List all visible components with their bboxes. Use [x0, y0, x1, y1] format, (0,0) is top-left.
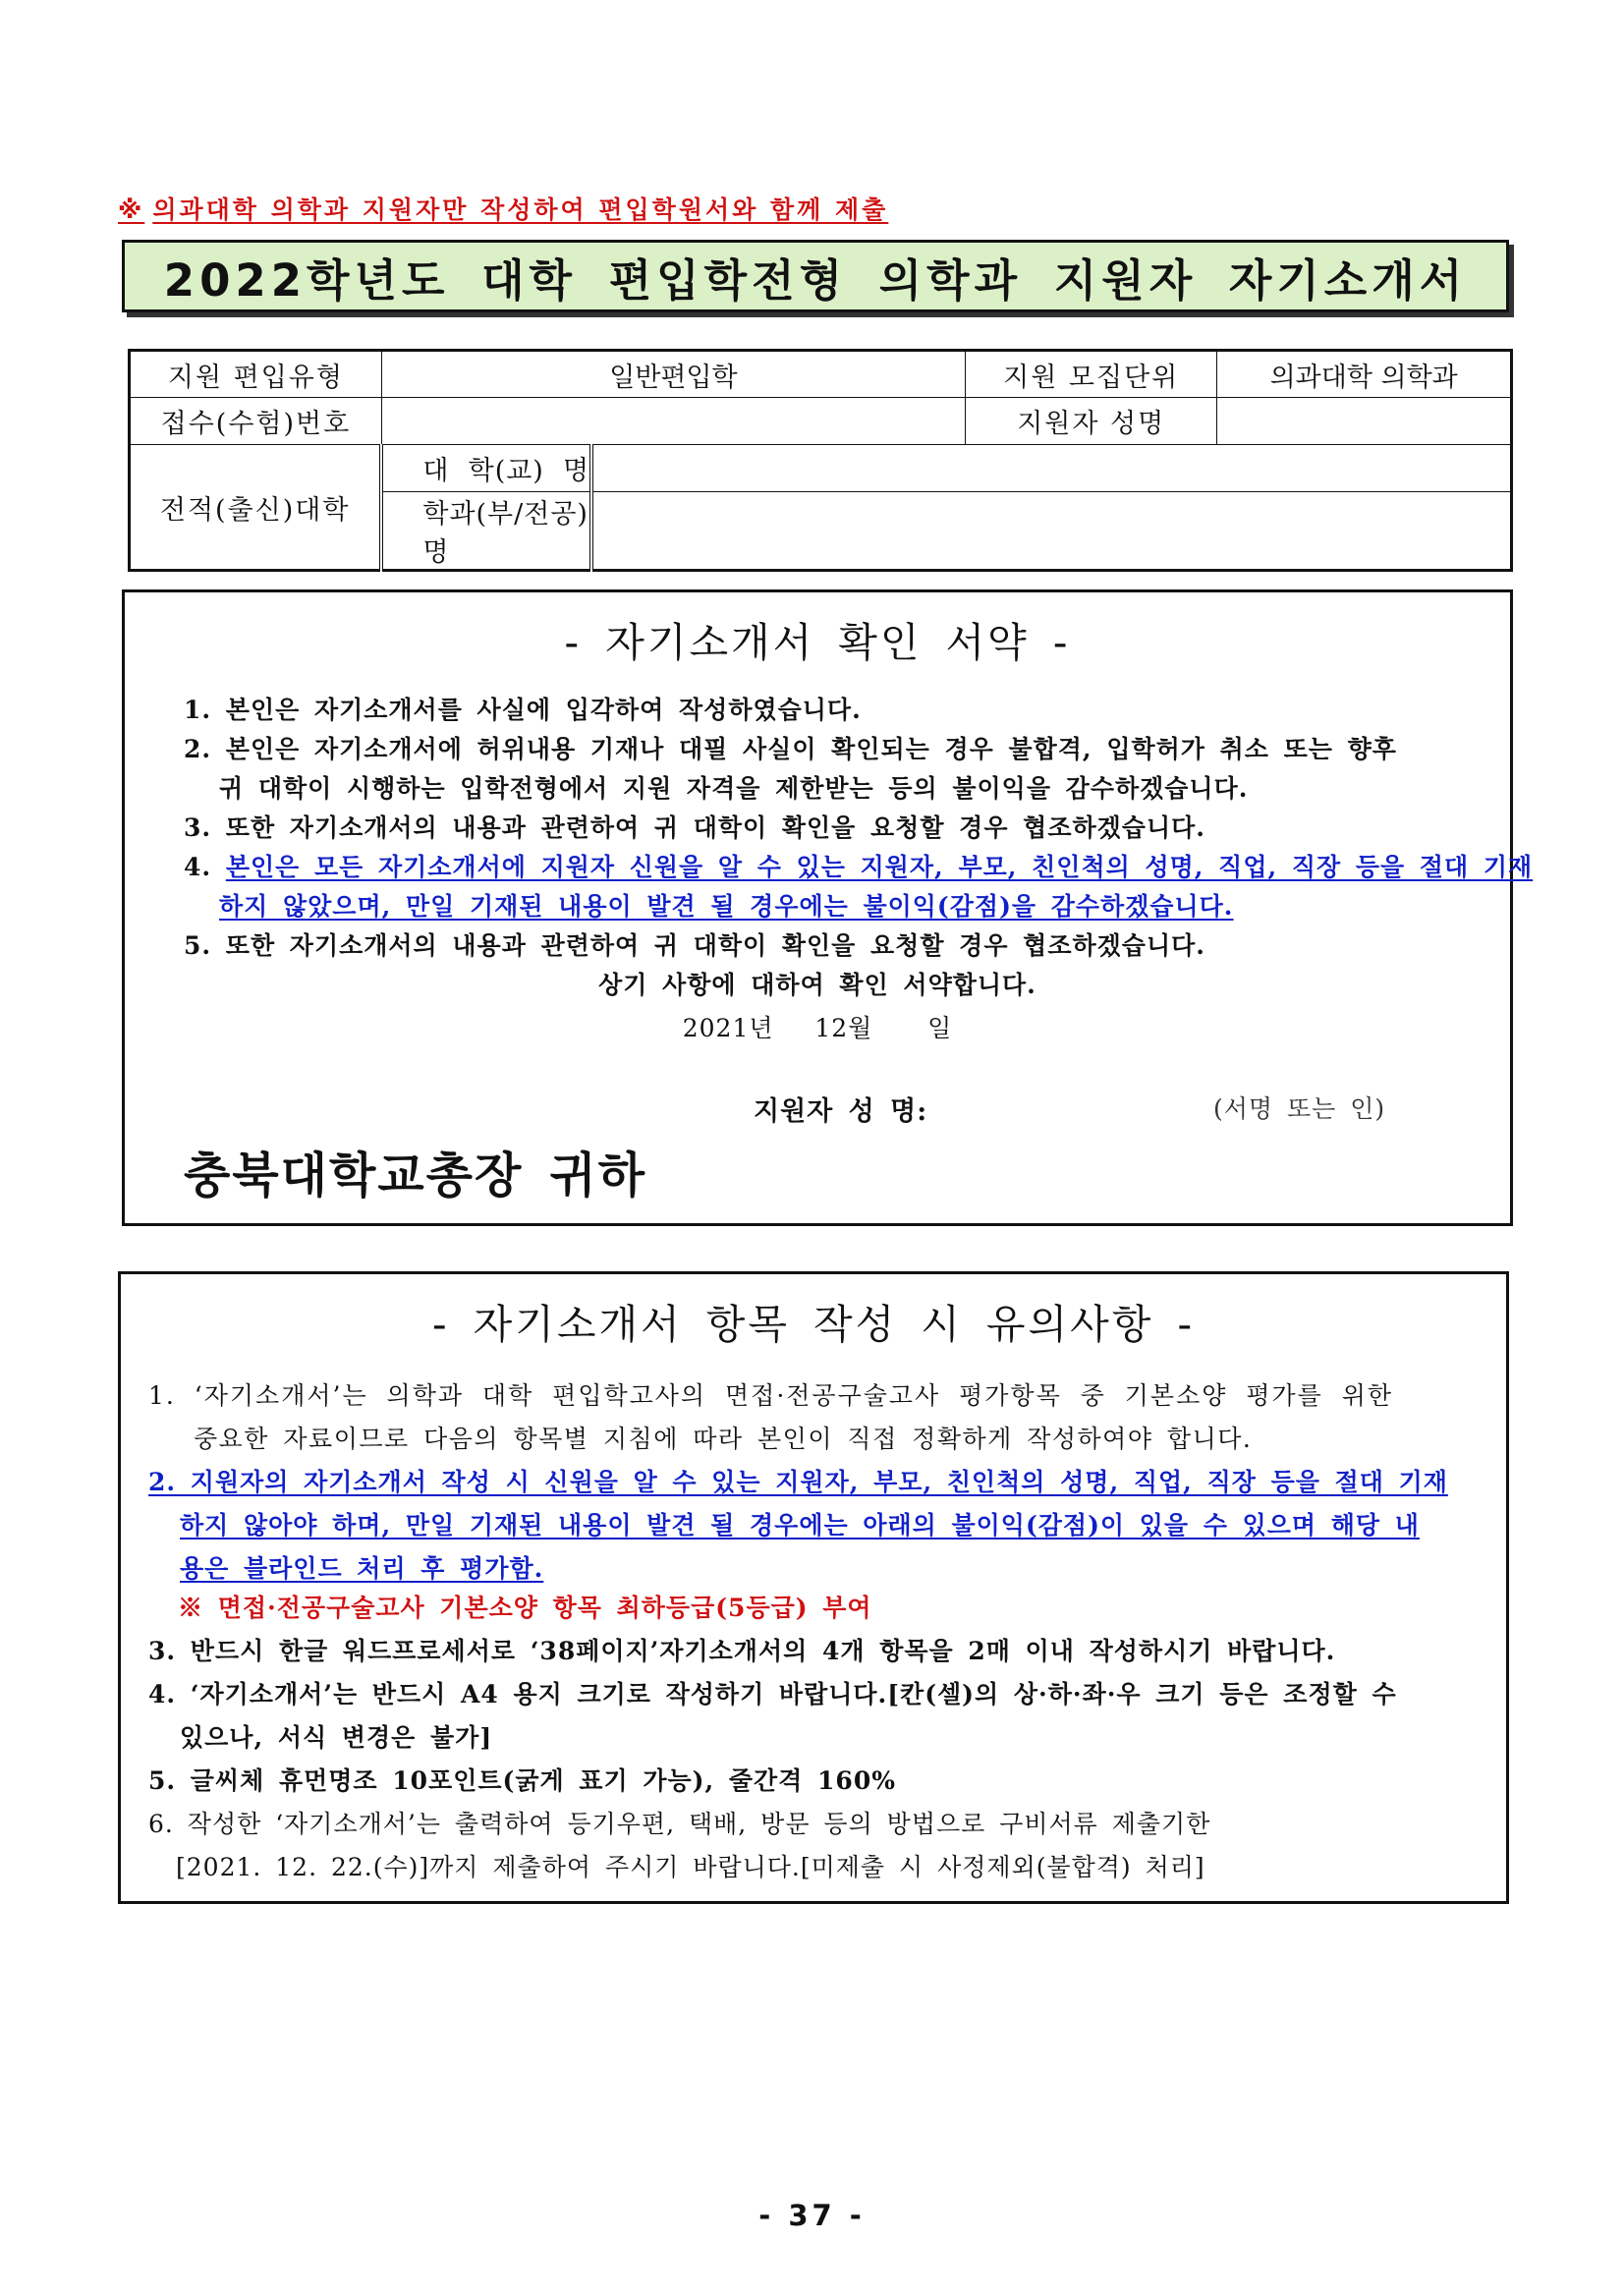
caution-item-2: 2. 지원자의 자기소개서 작성 시 신원을 알 수 있는 지원자, 부모, 친인척의 성명, 직업, 직장 등을 절대 기재: [148, 1468, 1448, 1496]
caution-item-4-cont: 있으나, 서식 변경은 불가]: [180, 1723, 493, 1752]
reference-mark-icon: ※: [118, 196, 145, 224]
recipient-line: 충북대학교총장 귀하: [184, 1148, 647, 1204]
pledge-item-5: 5. 또한 자기소개서의 내용과 관련하여 귀 대학이 확인을 요청할 경우 협조하겠습니다.: [184, 931, 1205, 960]
caution-item-2-cont2: 용은 블라인드 처리 후 평가함.: [180, 1554, 544, 1583]
signer-label: 지원자 성 명:: [754, 1096, 928, 1127]
signature-hint: (서명 또는 인): [1213, 1094, 1386, 1123]
pledge-confirm: 상기 사항에 대하여 확인 서약합니다.: [598, 971, 1036, 999]
caution-item-4: 4. ‘자기소개서’는 반드시 A4 용지 크기로 작성하기 바랍니다.[칸(셀)의 상·하·좌·우 크기 등은 조정할 수: [148, 1680, 1397, 1708]
caution-penalty-note: ※ 면접·전공구술고사 기본소양 항목 최하등급(5등급) 부여: [178, 1594, 872, 1622]
type-value: 일반편입학: [381, 351, 965, 398]
pledge-item-4: [184, 848, 1533, 883]
caution-item-2-cont: 하지 않아야 하며, 만일 기재된 내용이 발견 될 경우에는 아래의 불이익(감점)이 있을 수 있으며 해당 내: [180, 1511, 1420, 1540]
unit-label: 지원 모집단위: [966, 351, 1217, 398]
document-title-box: [122, 240, 1509, 312]
caution-item-1-cont: 중요한 자료이므로 다음의 항목별 지침에 따라 본인이 직접 정확하게 작성하여야 합니다.: [194, 1425, 1253, 1453]
university-name-label: 대 학(교) 명: [381, 445, 591, 492]
caution-item-6-cont: [2021. 12. 22.(수)]까지 제출하여 주시기 바랍니다.[미제출 시 사정제외(불합격) 처리]: [176, 1853, 1205, 1881]
pledge-item-2-cont: 귀 대학이 시행하는 입학전형에서 지원 자격을 제한받는 등의 불이익을 감수하겠습니다.: [219, 774, 1249, 803]
exam-number-label: 접수(수험)번호: [130, 398, 382, 445]
department-label: 학과(부/전공)명: [381, 492, 591, 571]
caution-section: [118, 1271, 1509, 1904]
type-label: 지원 편입유형: [130, 351, 382, 398]
pledge-item-4-cont: 하지 않았으며, 만일 기재된 내용이 발견 될 경우에는 불이익(감점)을 감수하겠습니다.: [219, 892, 1234, 921]
submission-notice: [118, 191, 888, 226]
pledge-date: 2021년 12월 일: [682, 1014, 953, 1042]
exam-number-field[interactable]: [381, 398, 965, 445]
caution-item-5: 5. 글씨체 휴먼명조 10포인트(굵게 표기 가능), 줄간격 160%: [148, 1766, 896, 1795]
caution-item-3: 3. 반드시 한글 워드프로세서로 ‘38페이지’자기소개서의 4개 항목을 2매 이내 작성하시기 바랍니다.: [148, 1637, 1336, 1665]
applicant-name-field[interactable]: [1217, 398, 1512, 445]
university-name-field[interactable]: [591, 445, 1511, 492]
applicant-info-table: [128, 349, 1513, 572]
department-field[interactable]: [591, 492, 1511, 571]
previous-university-label: 전적(출신)대학: [130, 445, 382, 571]
pledge-title: - 자기소개서 확인 서약 -: [564, 619, 1071, 666]
pledge-section: [122, 589, 1534, 1226]
caution-item-1: 1. ‘자기소개서’는 의학과 대학 편입학고사의 면접·전공구술고사 평가항목 중 기본소양 평가를 위한: [148, 1381, 1394, 1410]
caution-title: - 자기소개서 항목 작성 시 유의사항 -: [431, 1301, 1196, 1348]
pledge-item-4-text: 본인은 모든 자기소개서에 지원자 신원을 알 수 있는 지원자, 부모, 친인척의 성명, 직업, 직장 등을 절대 기재: [225, 853, 1534, 881]
applicant-name-label: 지원자 성명: [966, 398, 1217, 445]
pledge-item-4-number: 4.: [184, 853, 226, 881]
caution-item-6: 6. 작성한 ‘자기소개서’는 출력하여 등기우편, 택배, 방문 등의 방법으로 구비서류 제출기한: [148, 1810, 1211, 1838]
pledge-item-1: 1. 본인은 자기소개서를 사실에 입각하여 작성하였습니다.: [184, 696, 862, 724]
document-title: 2022학년도 대학 편입학전형 의학과 지원자 자기소개서: [163, 253, 1468, 307]
notice-text: 의과대학 의학과 지원자만 작성하여 편입학원서와 함께 제출: [152, 196, 889, 224]
unit-value: 의과대학 의학과: [1217, 351, 1512, 398]
pledge-item-3: 3. 또한 자기소개서의 내용과 관련하여 귀 대학이 확인을 요청할 경우 협조하겠습니다.: [184, 813, 1205, 842]
pledge-item-2: 2. 본인은 자기소개서에 허위내용 기재나 대필 사실이 확인되는 경우 불합격, 입학허가 취소 또는 향후: [184, 735, 1397, 763]
page-number: - 37 -: [758, 2199, 866, 2232]
